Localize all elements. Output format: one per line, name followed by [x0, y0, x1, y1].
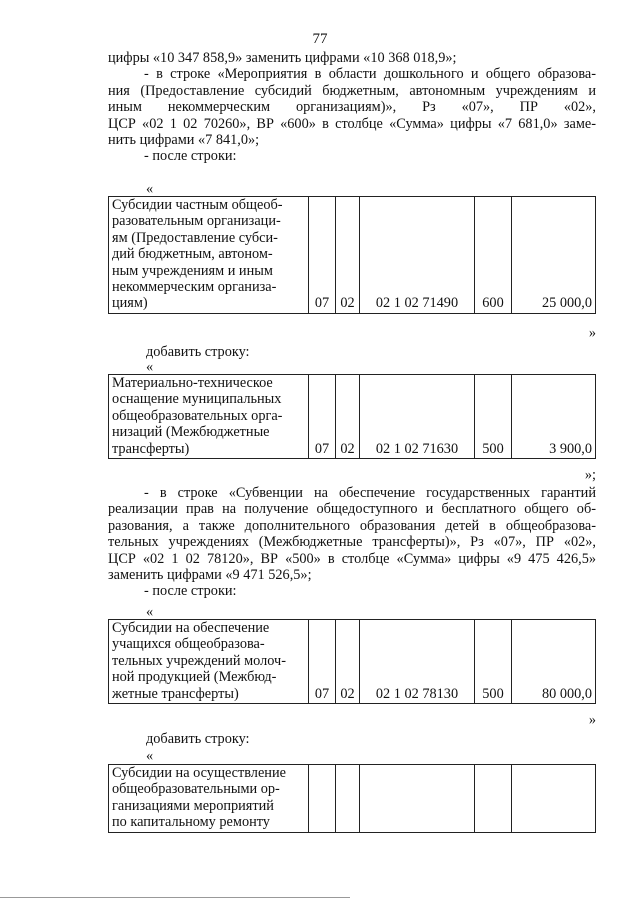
text-line: цифры «10 347 858,9» заменить цифрами «10 368 018,9»; — [108, 50, 457, 66]
open-quote: « — [146, 748, 154, 764]
csr-cell: 02 1 02 78130 — [360, 620, 475, 704]
budget-table-2 — [108, 374, 596, 459]
page-divider — [0, 897, 350, 898]
page-number: 77 — [312, 31, 328, 47]
budget-table-3 — [108, 619, 596, 704]
text-line: - в строке «Субвенции на обеспечение государственных гарантий — [144, 485, 596, 501]
close-quote: » — [588, 325, 596, 341]
row-name-cell: Субсидии частным общеоб- разовательным организаци- ям (Предоставление субси- дий бюджетным, автоном- ным учреждениям и иным некоммерческим организа- циям) — [109, 197, 309, 314]
text-line: заменить цифрами «9 471 526,5»; — [108, 566, 312, 583]
open-quote: « — [146, 181, 154, 197]
budget-table-1 — [108, 196, 596, 314]
text-line: иным некоммерческим организациям)», Рз «07», ПР «02», — [108, 99, 596, 116]
budget-table-4 — [108, 764, 596, 833]
sum-cell: 80 000,0 — [512, 620, 596, 704]
paragraph-2 — [108, 485, 596, 600]
table-row — [109, 375, 596, 459]
csr-cell — [360, 765, 475, 833]
text-line: ЦСР «02 1 02 70260», ВР «600» в столбце «Сумма» цифры «7 681,0» заме- — [108, 115, 596, 132]
vr-cell: 600 — [475, 197, 512, 314]
paragraph-1 — [108, 50, 596, 165]
text-line: реализации прав на получение общедоступного и бесплатного общего об- — [108, 501, 596, 518]
vr-cell — [475, 765, 512, 833]
rz-cell: 07 — [309, 197, 336, 314]
csr-cell: 02 1 02 71490 — [360, 197, 475, 314]
table-row — [109, 197, 596, 314]
rz-cell: 07 — [309, 620, 336, 704]
vr-cell: 500 — [475, 375, 512, 459]
open-quote: « — [146, 359, 154, 375]
close-quote: »; — [584, 467, 596, 483]
pr-cell: 02 — [336, 197, 360, 314]
sum-cell — [512, 765, 596, 833]
rz-cell: 07 — [309, 375, 336, 459]
table-row — [109, 620, 596, 704]
text-line: разования, а также дополнительного образования детей в общеобразова- — [108, 517, 596, 534]
sum-cell: 25 000,0 — [512, 197, 596, 314]
text-line: нить цифрами «7 841,0»; — [108, 131, 260, 148]
csr-cell: 02 1 02 71630 — [360, 375, 475, 459]
text-line: - после строки: — [144, 148, 237, 165]
add-row-label: добавить строку: — [146, 344, 250, 360]
text-line: - после строки: — [144, 583, 237, 600]
open-quote: « — [146, 604, 154, 620]
row-name-cell: Субсидии на обеспечение учащихся общеобразова- тельных учреждений молоч- ной продукцией (Межбюд- жетные трансферты) — [109, 620, 309, 704]
rz-cell — [309, 765, 336, 833]
text-line: ния (Предоставление субсидий бюджетным, автономным учреждениям и — [108, 82, 596, 99]
row-name-cell: Субсидии на осуществление общеобразовательными ор- ганизациями мероприятий по капитальному ремонту — [109, 765, 309, 833]
close-quote: » — [588, 712, 596, 728]
text-line: тельных учреждениях (Межбюджетные трансферты)», Рз «07», ПР «02», — [108, 534, 596, 551]
text-line: ЦСР «02 1 02 78120», ВР «500» в столбце «Сумма» цифры «9 475 426,5» — [108, 550, 596, 567]
add-row-label: добавить строку: — [146, 731, 250, 747]
table-row — [109, 765, 596, 833]
text-line: - в строке «Мероприятия в области дошкольного и общего образова- — [144, 66, 596, 83]
pr-cell — [336, 765, 360, 833]
pr-cell: 02 — [336, 375, 360, 459]
pr-cell: 02 — [336, 620, 360, 704]
row-name-cell: Материально-техническое оснащение муниципальных общеобразовательных орга- низаций (Межбюджетные трансферты) — [109, 375, 309, 459]
sum-cell: 3 900,0 — [512, 375, 596, 459]
vr-cell: 500 — [475, 620, 512, 704]
